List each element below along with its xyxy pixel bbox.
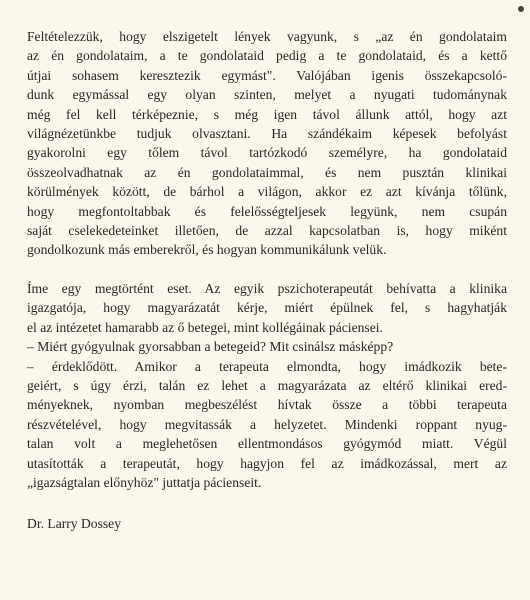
text-line: útjai sohasem keresztezik egymást". Valójában igenis összekapcsoló- <box>27 67 507 83</box>
text-line: Íme egy megtörtént eset. Az egyik pszichoterapeutát behívatta a klinika <box>27 280 507 296</box>
text-line: saját cselekedeteinket illetően, de azzal kapcsolatban is, hogy miként <box>27 223 507 239</box>
text-line: összeolvadhatnak az én gondolataimmal, és nem pusztán klinikai <box>27 164 507 180</box>
text-line: Feltételezzük, hogy elszigetelt lények vagyunk, s „az én gondolataim <box>27 29 507 44</box>
corner-dot-mark <box>518 6 524 12</box>
text-line: talan volt a meglehetősen ellentmondásos gyógymód miatt. Végül <box>27 436 507 452</box>
text-line: igazgatója, hogy magyarázatát kérje, miért épülnek fel, s hagyhatják <box>27 300 507 316</box>
text-line: az én gondolataim, a te gondolataid pedig a te gondolataid, és a kettő <box>27 48 507 64</box>
text-line: gyakorolni egy tőlem távol tartózkodó személyre, ha gondolataid <box>27 145 507 161</box>
text-line: el az intézetet hamarabb az ő betegei, mint kollégáinak páciensei. <box>27 319 383 335</box>
text-line: ményeknek, nyomban megbeszélést hívtak össze a többi terapeuta <box>27 397 507 413</box>
author-signature: Dr. Larry Dossey <box>27 516 122 532</box>
text-line: részvételével, hogy megvitassák a helyzetet. Mindenki roppant nyug- <box>27 416 507 432</box>
text-line: „igazságtalan előnyhöz" juttatja pácienseit. <box>27 474 262 490</box>
document-page <box>27 27 507 533</box>
text-line: – érdeklődött. Amikor a terapeuta elmondta, hogy imádkozik bete- <box>27 358 507 374</box>
paragraph-2 <box>27 279 507 492</box>
text-line: – Miért gyógyulnak gyorsabban a betegeid? Mit csinálsz másképp? <box>27 339 394 355</box>
text-line: geiért, s úgy érzi, talán ez lehet a magyarázata az eltérő klinikai ered- <box>27 377 507 393</box>
text-line: hogy megfontoltabbak és felelősségteljesek legyünk, nem csupán <box>27 203 507 219</box>
text-line: dunk egymással egy olyan szinten, melyet a nyugati tudománynak <box>27 87 507 103</box>
paragraph-1 <box>27 27 507 260</box>
text-line: körülmények között, de bárhol a világon, akkor ez azt kívánja tőlünk, <box>27 184 507 200</box>
text-line: utasították a terapeutát, hogy hagyjon fel az imádkozással, mert az <box>27 455 507 471</box>
text-line: még fel kell térképeznie, s még igen távol állunk attól, hogy azt <box>27 106 507 122</box>
text-line: gondolkozunk más emberekről, és hogyan kommunikálunk velük. <box>27 242 387 258</box>
text-line: világnézetünkbe tudjuk olvasztani. Ha szándékaim képesek befolyást <box>27 126 507 142</box>
